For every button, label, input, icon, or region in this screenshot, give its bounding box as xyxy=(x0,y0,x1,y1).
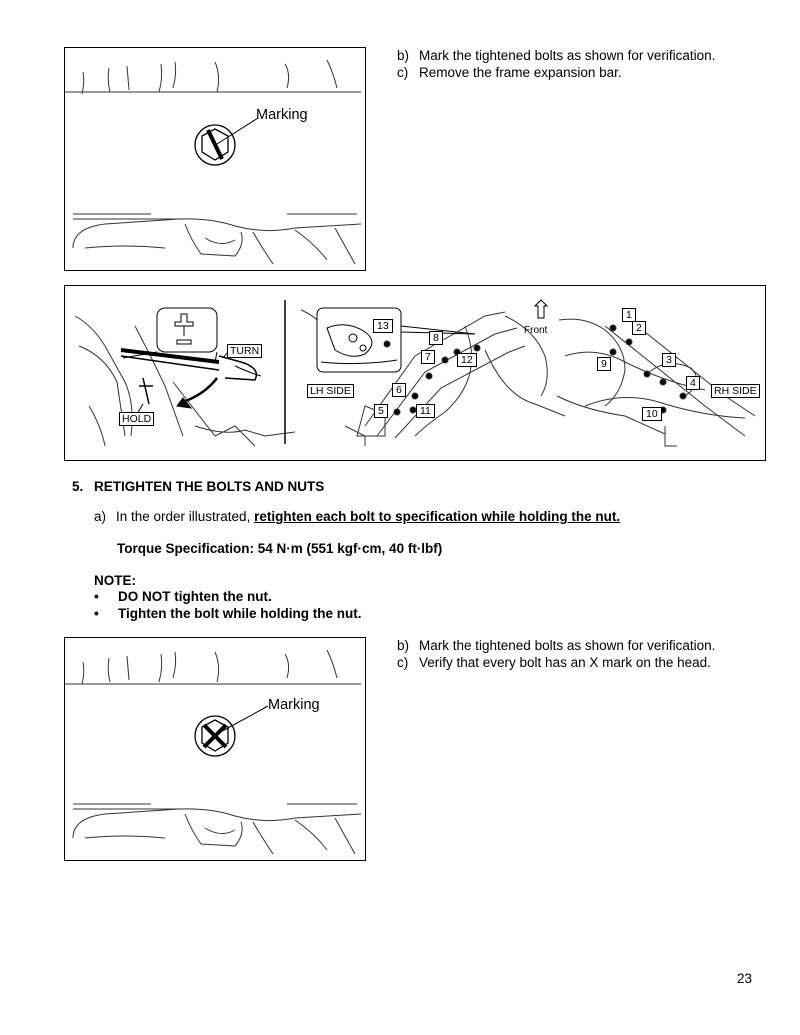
figure-bolt-marking-x xyxy=(64,637,366,861)
step-c-remove-bar: c) Remove the frame expansion bar. xyxy=(397,65,622,80)
frame-illustration xyxy=(65,638,365,860)
note-title: NOTE: xyxy=(94,573,136,588)
callout-7: 7 xyxy=(421,350,435,364)
callout-2: 2 xyxy=(632,321,646,335)
callout-10: 10 xyxy=(642,407,662,421)
torque-specification: Torque Specification: 54 N·m (551 kgf·cm, 40 ft·lbf) xyxy=(117,541,443,556)
callout-11: 11 xyxy=(416,404,435,418)
rh-side-label: RH SIDE xyxy=(711,384,760,398)
hold-label: HOLD xyxy=(119,412,154,426)
step-b-mark-bolts: b) Mark the tightened bolts as shown for verification. xyxy=(397,48,716,63)
callout-3: 3 xyxy=(662,353,676,367)
lh-side-label: LH SIDE xyxy=(307,384,354,398)
callout-4: 4 xyxy=(686,376,700,390)
note-item: • DO NOT tighten the nut. xyxy=(94,589,272,604)
frame-illustration xyxy=(65,48,365,270)
tightening-sequence-illustration xyxy=(65,286,765,460)
callout-5: 5 xyxy=(374,404,388,418)
step-c-verify-x-mark: c) Verify that every bolt has an X mark on the head. xyxy=(397,655,711,670)
figure-tightening-order xyxy=(64,285,766,461)
callout-1: 1 xyxy=(622,308,636,322)
step-b-mark-bolts: b) Mark the tightened bolts as shown for verification. xyxy=(397,638,716,653)
step-a-retighten: a) In the order illustrated, retighten each bolt to specification while holding the nut. xyxy=(94,509,621,524)
callout-13: 13 xyxy=(373,319,393,333)
callout-9: 9 xyxy=(597,357,611,371)
front-label: Front xyxy=(524,325,548,336)
marking-label: Marking xyxy=(256,107,308,123)
marking-label: Marking xyxy=(268,697,320,713)
callout-12: 12 xyxy=(457,353,477,367)
callout-6: 6 xyxy=(392,383,406,397)
page-number: 23 xyxy=(737,971,753,986)
section-heading: 5. RETIGHTEN THE BOLTS AND NUTS xyxy=(72,479,325,494)
turn-label: TURN xyxy=(227,344,262,358)
figure-bolt-marking-single xyxy=(64,47,366,271)
callout-8: 8 xyxy=(429,331,443,345)
note-item: • Tighten the bolt while holding the nut. xyxy=(94,606,362,621)
